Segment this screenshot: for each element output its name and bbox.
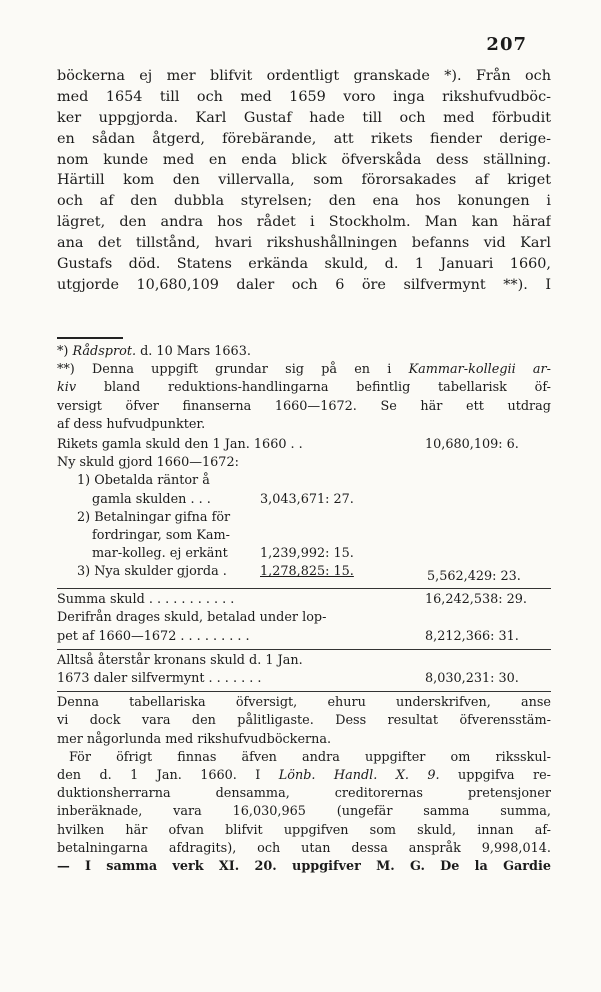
closing-text: uppgifva re- — [458, 767, 551, 783]
footnote-divider — [57, 337, 123, 339]
ledger-divider — [57, 588, 551, 589]
footnote-emphasis: Kammar-kollegii ar- — [408, 362, 551, 378]
text-line: Gustafs död. Statens erkända skuld, d. 1 Januari 1660, — [57, 256, 551, 273]
footnote-text: bland reduktions-handlingarna befintlig tabellarisk öf- — [103, 380, 551, 396]
ledger-label: 1673 daler silfvermynt . . . . . . . — [57, 671, 262, 686]
ledger-value: 8,030,231: 30. — [425, 671, 519, 686]
ledger-label: Ny skuld gjord 1660—1672: — [57, 455, 239, 471]
ledger-row-item-2 — [57, 509, 551, 527]
ledger-label: Summa skuld . . . . . . . . . . . — [57, 592, 235, 608]
footnote-text: Denna uppgift grundar sig på en i — [92, 362, 392, 378]
closing-line: mer någorlunda med rikshufvudböckerna. — [57, 731, 332, 747]
text-line: utgjorde 10,680,109 daler och 6 öre silfvermynt **). I — [57, 276, 551, 293]
closing-line: — I samma verk XI. 20. uppgifver M. G. De la Gardie — [57, 858, 551, 874]
closing-line: För öfrigt finnas äfven andra uppgifter om riksskul- — [69, 749, 551, 765]
closing-line: hvilken här ofvan blifvit uppgifven som skuld, innan af- — [57, 822, 551, 838]
ledger-row-item-2b — [57, 527, 551, 545]
ledger-value: 8,212,366: 31. — [425, 628, 519, 644]
ledger-row-item-2c — [57, 545, 551, 563]
closing-citation: Lönb. Handl. X. 9. — [278, 767, 440, 783]
ledger-row-paid — [57, 609, 551, 627]
footnote-2-line — [57, 379, 551, 397]
text-line: nom kunde med en enda blick öfverskåda dess ställning. — [57, 151, 551, 168]
text-line: ana det tillstånd, hvari rikshushållningen befanns vid Karl — [57, 235, 551, 252]
ledger-divider — [57, 691, 551, 692]
footnote-2-line — [57, 361, 551, 379]
ledger-value: 1,278,825: 15. — [260, 564, 354, 580]
text-line: böckerna ej mer blifvit ordentligt granskade *). Från och — [57, 68, 551, 84]
ledger-row-old-debt — [57, 436, 551, 454]
ledger-label: fordringar, som Kam- — [92, 527, 230, 543]
ledger-value: 10,680,109: 6. — [425, 436, 519, 452]
closing-line: betalningarna afdragits), och utan dessa anspråk 9,998,014. — [57, 840, 551, 856]
ledger-label: 3) Nya skulder gjorda . — [77, 564, 227, 580]
ledger-label: pet af 1660—1672 . . . . . . . . . — [57, 628, 250, 644]
text-line: Härtill kom den villervalla, som förorsakades af kriget — [57, 172, 551, 189]
ledger-value: 1,239,992: 15. — [260, 546, 354, 562]
ledger-row-item-1b — [57, 491, 551, 509]
ledger-label: Derifrån drages skuld, betalad under lop- — [57, 610, 327, 626]
ledger-row-new-debt — [57, 454, 551, 472]
main-text — [57, 66, 551, 296]
footnote-marker: **) — [57, 362, 75, 378]
ledger-label: mar-kolleg. ej erkänt — [92, 546, 228, 562]
closing-line: vi dock vara den pålitligaste. Dess resultat öfverensstäm- — [57, 713, 551, 729]
footnote-reference: Rådsprot. — [72, 344, 137, 359]
text-line: en sådan åtgerd, förebärande, att rikets fiender derige- — [57, 130, 551, 147]
ledger-value: 3,043,671: 27. — [260, 491, 354, 507]
text-line: ker uppgjorda. Karl Gustaf hade till och med förbudit — [57, 109, 551, 126]
closing-line: duktionsherrarna densamma, creditorernas pretensjoner — [57, 786, 551, 802]
footnote-text: d. 10 Mars 1663. — [140, 344, 251, 359]
ledger-label: gamla skulden . . . — [92, 491, 211, 507]
footnote-emphasis: kiv — [57, 380, 77, 396]
footnote-2-line: versigt öfver finanserna 1660—1672. Se här ett utdrag — [57, 398, 551, 414]
ledger-row-sum — [57, 591, 551, 609]
text-line: med 1654 till och med 1659 voro inga rikshufvudböc- — [57, 88, 551, 105]
page-number: 207 — [486, 34, 527, 55]
ledger-subtotal: 5,562,429: 23. — [427, 569, 521, 585]
ledger-label: Alltså återstår kronans skuld d. 1 Jan. — [57, 652, 303, 668]
ledger-label: Rikets gamla skuld den 1 Jan. 1660 . . — [57, 436, 303, 452]
closing-text: den d. 1 Jan. 1660. I — [57, 767, 261, 783]
closing-line — [57, 767, 551, 785]
text-line: lägret, den andra hos rådet i Stockholm. Man kan häraf — [57, 214, 551, 231]
footnote-marker: *) — [57, 344, 69, 359]
ledger-row-paid-b — [57, 628, 551, 646]
ledger-divider — [57, 649, 551, 650]
ledger-row-remaining — [57, 652, 551, 670]
ledger-label: 1) Obetalda räntor å — [77, 473, 210, 489]
ledger-row-item-1 — [57, 472, 551, 490]
closing-line: Denna tabellariska öfversigt, ehuru underskrifven, anse — [57, 695, 551, 711]
footnotes — [57, 343, 551, 876]
ledger-row-remaining-b — [57, 670, 551, 688]
footnote-1 — [57, 343, 551, 361]
closing-line: inberäknade, vara 16,030,965 (ungefär samma summa, — [57, 804, 551, 820]
ledger-label: 2) Betalningar gifna för — [77, 509, 231, 525]
ledger-value: 16,242,538: 29. — [425, 592, 528, 608]
footnote-2-line: af dess hufvudpunkter. — [57, 416, 206, 432]
ledger-row-item-3 — [57, 563, 551, 585]
text-line: och af den dubbla styrelsen; den ena hos konungen i — [57, 193, 551, 210]
